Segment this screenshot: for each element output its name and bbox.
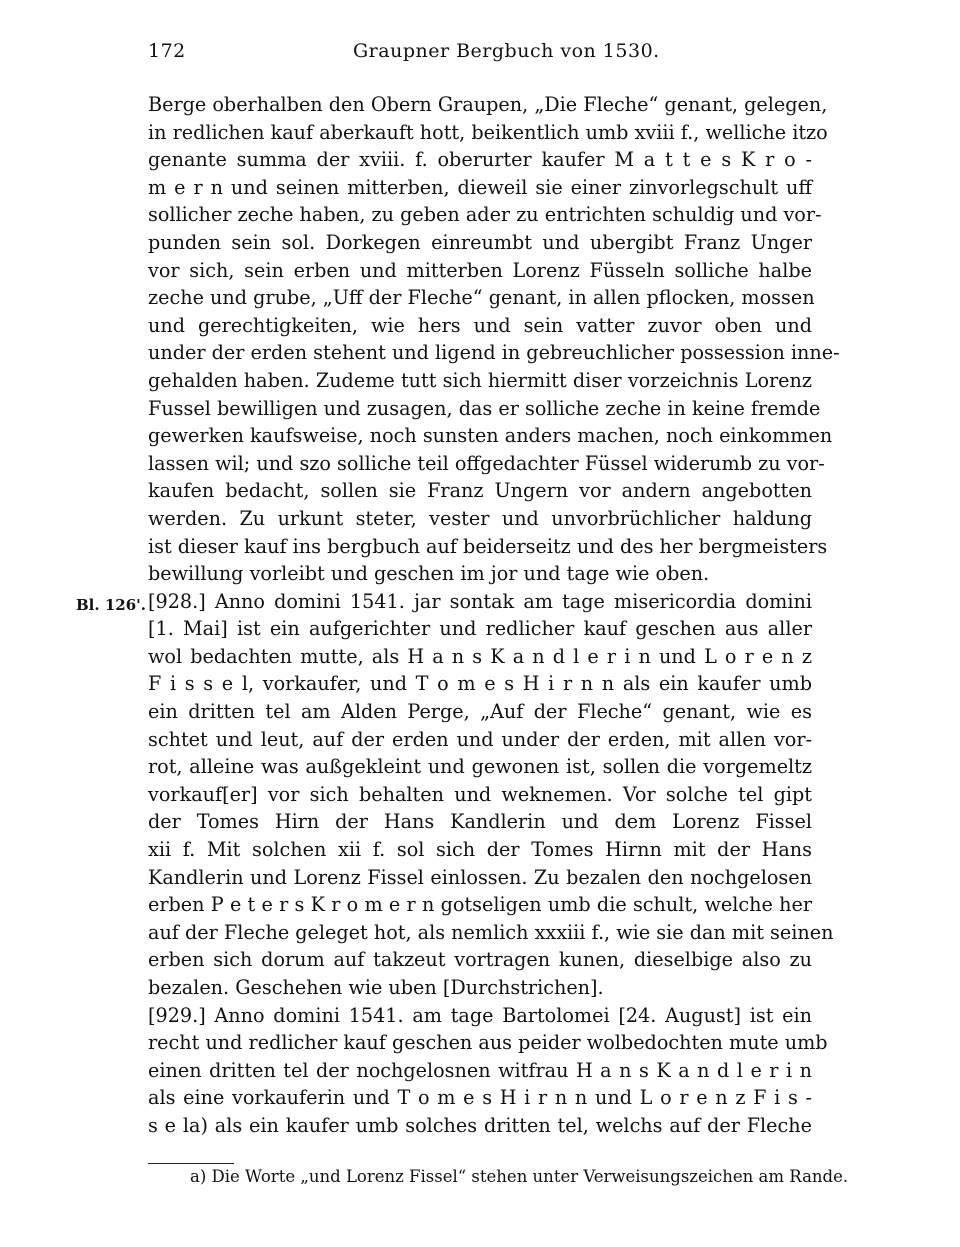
text-line: xii f. Mit solchen xii f. sol sich der Tomes Hirnn mit der Hans bbox=[148, 838, 812, 862]
text-line: sollicher zeche haben, zu geben ader zu entrichten schuldig und vor- bbox=[148, 203, 822, 227]
running-title: Graupner Bergbuch von 1530. bbox=[353, 40, 660, 62]
text-line: ein dritten tel am Alden Perge, „Auf der Fleche“ genant, wie es bbox=[148, 700, 812, 724]
text-line: einen dritten tel der nochgelosnen witfrau H a n s K a n d l e r i n bbox=[148, 1058, 812, 1082]
text-line: vorkauf[er] vor sich behalten und weknemen. Vor solche tel gipt bbox=[148, 782, 812, 806]
text-line: Fussel bewilligen und zusagen, das er solliche zeche in keine fremde bbox=[148, 396, 821, 420]
text-line: werden. Zu urkunt steter, vester und unvorbrüchlicher haldung bbox=[148, 506, 812, 530]
margin-note: Bl. 126'. bbox=[76, 596, 146, 614]
text-line: erben sich dorum auf takzeut vortragen kunen, dieselbige also zu bbox=[148, 948, 812, 972]
text-line: erben P e t e r s K r o m e r n gotseligen umb die schult, welche her bbox=[148, 893, 812, 917]
text-line: der Tomes Hirn der Hans Kandlerin und dem Lorenz Fissel bbox=[148, 810, 812, 834]
text-line: gehalden haben. Zudeme tutt sich hiermitt diser vorzeichnis Lorenz bbox=[148, 368, 812, 392]
entry-928-start: [928.] Anno domini 1541. jar sontak am tage misericordia domini bbox=[148, 589, 812, 613]
text-line: [1. Mai] ist ein aufgerichter und redlicher kauf geschen aus aller bbox=[148, 617, 812, 641]
text-line: gewerken kaufsweise, noch sunsten anders machen, noch einkommen bbox=[148, 424, 833, 448]
text-line: rot, alleine was außgekleint und gewonen ist, sollen die vorgemeltz bbox=[148, 755, 812, 779]
text-line: schtet und leut, auf der erden und under der erden, mit allen vor- bbox=[148, 727, 812, 751]
text-line: Kandlerin und Lorenz Fissel einlossen. Zu bezalen den nochgelosen bbox=[148, 865, 812, 889]
text-line: ist dieser kauf ins bergbuch auf beiderseitz und des her bergmeisters bbox=[148, 534, 828, 558]
text-line: kaufen bedacht, sollen sie Franz Ungern vor andern angebotten bbox=[148, 479, 812, 503]
footnote: a) Die Worte „und Lorenz Fissel“ stehen unter Verweisungszeichen am Rande. bbox=[190, 1167, 849, 1186]
text-line: bewillung vorleibt und geschen im jor und tage wie oben. bbox=[148, 562, 710, 586]
text-line: s e la) als ein kaufer umb solches dritten tel, welchs auf der Fleche bbox=[148, 1113, 812, 1137]
text-line: zeche und grube, „Uff der Fleche“ genant, in allen pflocken, mossen bbox=[148, 286, 815, 310]
footnote-divider bbox=[148, 1163, 234, 1164]
text-line: punden sein sol. Dorkegen einreumbt und ubergibt Franz Unger bbox=[148, 230, 812, 254]
text-line: vor sich, sein erben und mitterben Lorenz Füsseln solliche halbe bbox=[148, 258, 812, 282]
text-line: in redlichen kauf aberkauft hott, beikentlich umb xviii f., welliche itzo bbox=[148, 120, 828, 144]
text-line: under der erden stehent und ligend in gebreuchlicher possession inne- bbox=[148, 341, 840, 365]
text-line: genante summa der xviii. f. oberurter kaufer M a t t e s K r o - bbox=[148, 148, 812, 172]
body-text bbox=[148, 91, 840, 1140]
page-header bbox=[148, 40, 810, 70]
text-line: wol bedachten mutte, als H a n s K a n d l e r i n und L o r e n z bbox=[148, 644, 812, 668]
text-line: recht und redlicher kauf geschen aus peider wolbedochten mute umb bbox=[148, 1031, 828, 1055]
page-number: 172 bbox=[148, 40, 186, 62]
entry-929-start: [929.] Anno domini 1541. am tage Bartolomei [24. August] ist ein bbox=[148, 1003, 812, 1027]
text-line: auf der Fleche geleget hot, als nemlich xxxiii f., wie sie dan mit seinen bbox=[148, 920, 834, 944]
text-line: F i s s e l, vorkaufer, und T o m e s H i r n n als ein kaufer umb bbox=[148, 672, 812, 696]
text-line: als eine vorkauferin und T o m e s H i r n n und L o r e n z F i s - bbox=[148, 1086, 812, 1110]
text-line: bezalen. Geschehen wie uben [Durchstrichen]. bbox=[148, 976, 604, 999]
text-line: lassen wil; und szo solliche teil offgedachter Füssel widerumb zu vor- bbox=[148, 451, 825, 475]
text-line: und gerechtigkeiten, wie hers und sein vatter zuvor oben und bbox=[148, 313, 812, 337]
text-line: m e r n und seinen mitterben, dieweil sie einer zinvorlegschult uff bbox=[148, 175, 812, 199]
text-line: Berge oberhalben den Obern Graupen, „Die Fleche“ genant, gelegen, bbox=[148, 93, 828, 116]
